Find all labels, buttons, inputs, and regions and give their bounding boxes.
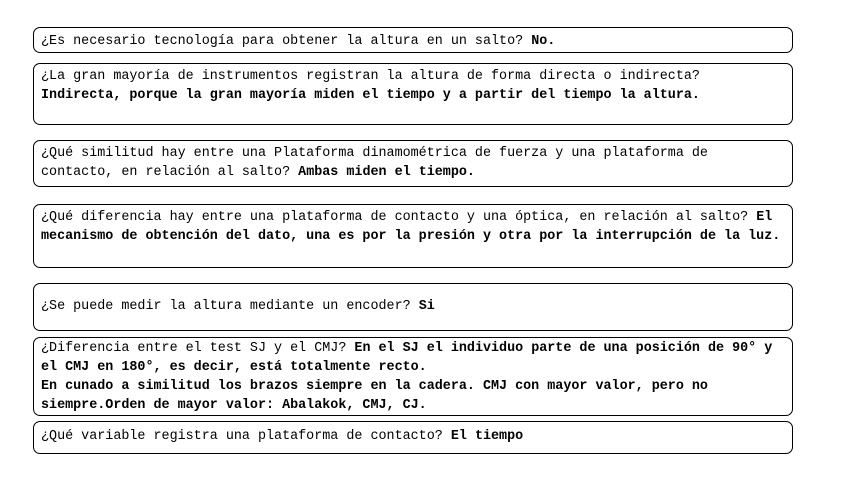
- answer-text: Si: [418, 299, 435, 314]
- qa-item: [33, 337, 793, 416]
- answer-text: En el SJ el individuo parte de una posición de 90° y el CMJ en 180°, es decir, está totalmente recto.: [41, 341, 773, 375]
- question-text: ¿Qué similitud hay entre una Plataforma dinamométrica de fuerza y una plataforma de contacto, en relación al salto?: [41, 146, 708, 180]
- qa-item: [33, 140, 793, 187]
- qa-item: [33, 27, 793, 53]
- question-text: ¿Se puede medir la altura mediante un encoder?: [41, 299, 411, 314]
- question-text: ¿Qué variable registra una plataforma de contacto?: [41, 429, 443, 444]
- question-text: ¿La gran mayoría de instrumentos registran la altura de forma directa o indirecta?: [41, 69, 700, 84]
- answer-extra-text: En cunado a similitud los brazos siempre en la cadera. CMJ con mayor valor, pero no siempre.Orden de mayor valor: Abalakok, CMJ, CJ.: [41, 379, 708, 413]
- answer-text: Indirecta, porque la gran mayoría miden el tiempo y a partir del tiempo la altura.: [41, 88, 700, 103]
- answer-text: Ambas miden el tiempo.: [298, 165, 475, 180]
- qa-item: [33, 204, 793, 268]
- answer-text: No.: [531, 34, 556, 49]
- answer-text: El tiempo: [450, 429, 524, 444]
- qa-item: [33, 283, 793, 331]
- qa-item: [33, 63, 793, 125]
- answer-text: El mecanismo de obtención del dato, una es por la presión y otra por la interrupción de la luz.: [41, 210, 781, 244]
- question-text: ¿Qué diferencia hay entre una plataforma de contacto y una óptica, en relación al salto?: [41, 210, 749, 225]
- qa-item: [33, 421, 793, 454]
- question-text: ¿Es necesario tecnología para obtener la altura en un salto?: [41, 34, 524, 49]
- question-text: ¿Diferencia entre el test SJ y el CMJ?: [41, 341, 347, 356]
